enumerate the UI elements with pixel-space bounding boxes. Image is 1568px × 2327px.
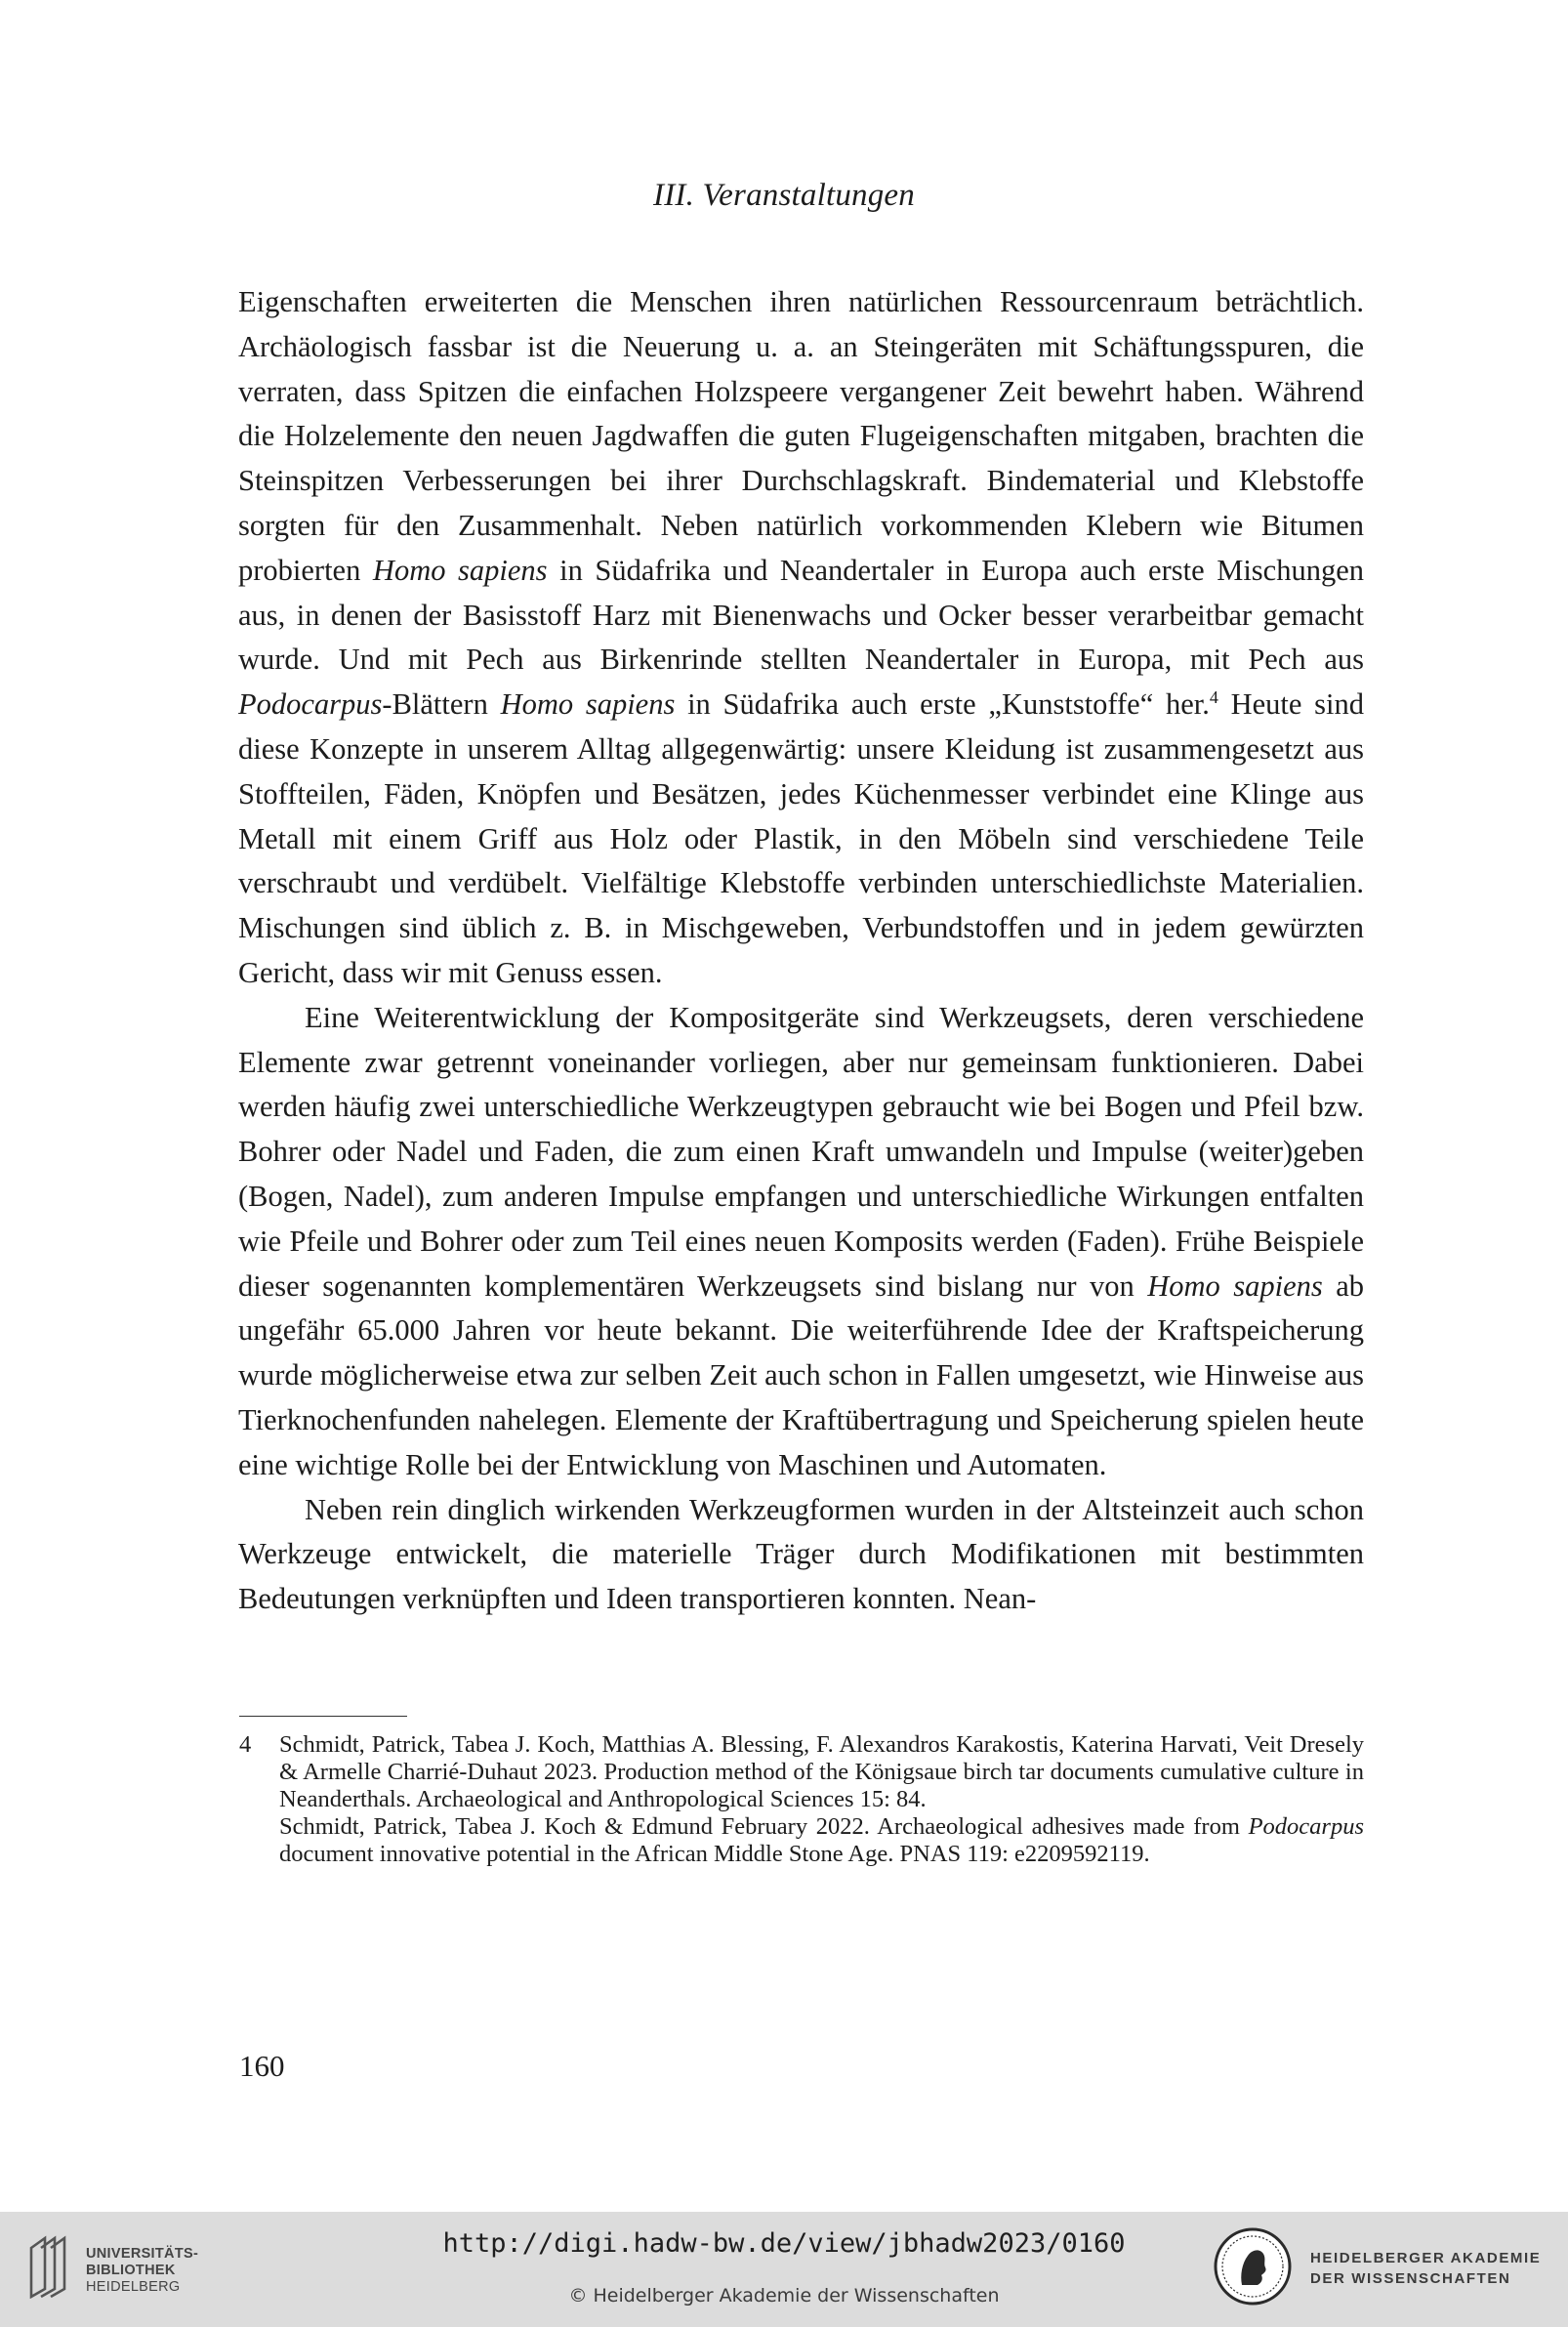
copyright-notice: © Heidelberger Akademie der Wissenschaften <box>568 2285 1000 2306</box>
academy-seal-icon <box>1213 2226 1293 2306</box>
footnote-reference[interactable]: 4 <box>1209 687 1218 708</box>
permalink-url[interactable]: http://digi.hadw-bw.de/view/jbhadw2023/0160 <box>442 2228 1126 2259</box>
footnote-reference-2: Schmidt, Patrick, Tabea J. Koch & Edmund February 2022. Archaeological adhesives made from Podocarpus document innovative potential in the African Middle Stone Age. PNAS 119: e2209592119. <box>279 1813 1364 1867</box>
footer-bar <box>0 2212 1568 2327</box>
page-number: 160 <box>239 2049 285 2083</box>
footnotes <box>239 1731 1364 1868</box>
paragraph-2: Eine Weiterentwicklung der Kompositgeräte sind Werkzeugsets, deren verschiedene Elemente zwar getrennt voneinander vorliegen, aber nur gemeinsam funktionieren. Dabei werden häufig zwei unterschiedliche Werkzeugtypen gebraucht wie bei Bogen und Pfeil bzw. Bohrer oder Nadel und Faden, die zum einen Kraft umwandeln und Impulse (weiter)geben (Bogen, Nadel), zum anderen Impulse empfangen und unterschiedliche Wirkungen entfalten wie Pfeile und Bohrer oder zum Teil eines neuen Komposits werden (Faden). Frühe Beispiele dieser sogenannten komplementären Werkzeugsets sind bislang nur von Homo sapiens ab ungefähr 65.000 Jahren vor heute bekannt. Die weiterführende Idee der Kraftspeicherung wurde möglicherweise etwa zur selben Zeit auch schon in Fallen umgesetzt, wie Hinweise aus Tierknochenfunden nahelegen. Elemente der Kraftübertragung und Speicherung spielen heute eine wichtige Rolle bei der Entwicklung von Maschinen und Automaten. <box>238 1000 1365 1481</box>
footnote-body <box>279 1731 1364 1868</box>
footnote-4 <box>239 1731 1364 1868</box>
footnote-number: 4 <box>239 1731 252 1758</box>
footnote-divider <box>239 1716 407 1717</box>
university-library-name: UNIVERSITÄTS- BIBLIOTHEK HEIDELBERG <box>86 2246 199 2295</box>
academy-name: HEIDELBERGER AKADEMIE DER WISSENSCHAFTEN <box>1310 2250 1542 2287</box>
body-text <box>238 280 1364 1622</box>
paragraph-1: Eigenschaften erweiterten die Menschen ihren natürlichen Ressourcenraum beträchtlich. Archäologisch fassbar ist die Neuerung u. a. an Steingeräten mit Schäftungsspuren, die verraten, dass Spitzen die einfachen Holzspeere vergangener Zeit bewehrt haben. Während die Holzelemente den neuen Jagdwaffen die guten Flugeigenschaften mitgaben, brachten die Steinspitzen Verbesserungen bei ihrer Durchschlagskraft. Bindematerial und Klebstoffe sorgten für den Zusammenhalt. Neben natürlich vorkommenden Klebern wie Bitumen probierten Homo sapiens in Südafrika und Neandertaler in Europa auch erste Mischungen aus, in denen der Basisstoff Harz mit Bienenwachs und Ocker besser verarbeitbar gemacht wurde. Und mit Pech aus Birkenrinde stellten Neandertaler in Europa, mit Pech aus Podocarpus-Blättern Homo sapiens in Südafrika auch erste „Kunststoffe“ her.$^4$ Heute sind diese Konzepte in unserem Alltag allgegenwärtig: unsere Kleidung ist zusammengesetzt aus Stoffteilen, Fäden, Knöpfen und Besätzen, jedes Küchenmesser verbindet eine Klinge aus Metall mit einem Griff aus Holz oder Plastik, in den Möbeln sind verschiedene Teile verschraubt und verdübelt. Vielfältige Klebstoffe verbinden unterschiedlichste Materialien. Mischungen sind üblich z. B. in Mischgeweben, Verbundstoffen und in jedem gewürzten Gericht, dass wir mit Genuss essen. <box>238 285 1364 989</box>
running-head: III. Veranstaltungen <box>653 178 915 213</box>
academy-logo[interactable] <box>1213 2226 1545 2314</box>
footnote-reference-1: Schmidt, Patrick, Tabea J. Koch, Matthias A. Blessing, F. Alexandros Karakostis, Katerina Harvati, Veit Dresely & Armelle Charrié-Duhaut 2023. Production method of the Königsaue birch tar documents cumulative culture in Neanderthals. Archaeological and Anthropological Sciences 15: 84. <box>279 1731 1364 1812</box>
paragraph-3: Neben rein dinglich wirkenden Werkzeugformen wurden in der Altsteinzeit auch schon Werkzeuge entwickelt, die materielle Träger durch Modifikationen mit bestimmten Bedeutungen verknüpften und Ideen transportieren konnten. Nean- <box>238 1492 1364 1616</box>
